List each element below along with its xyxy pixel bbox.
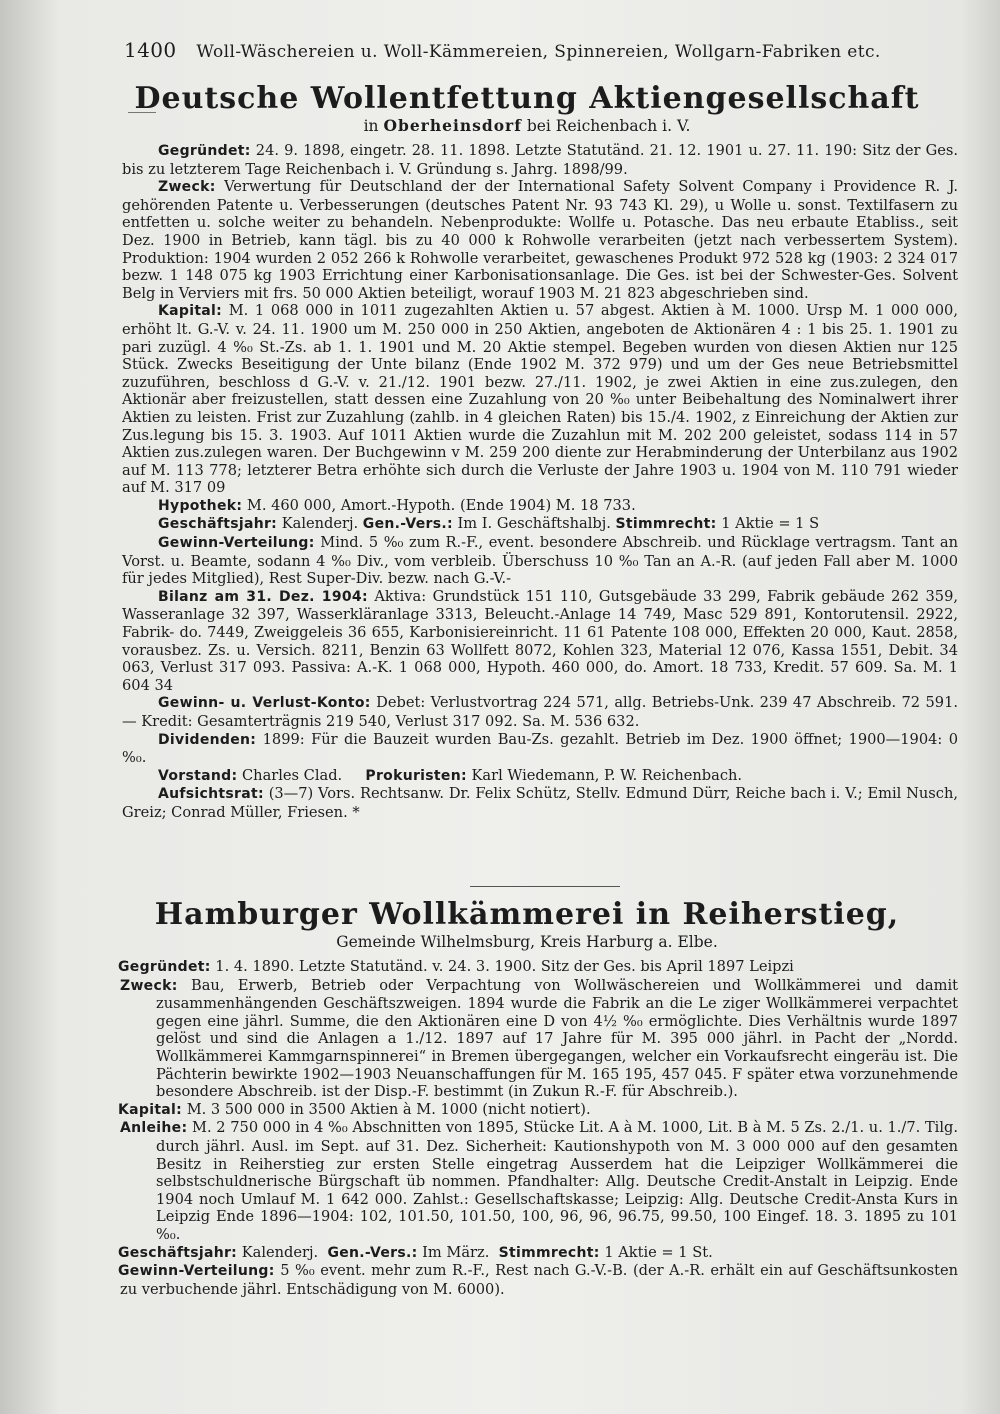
running-header <box>124 38 944 62</box>
entry-geschaeftsjahr: Geschäftsjahr: Kalenderj. Gen.-Vers.: Im März. Stimmrecht: 1 Aktie = 1 St. <box>118 1243 713 1261</box>
company-location <box>96 932 958 952</box>
entry-vorstand: Vorstand: Charles Clad. Prokuristen: Karl Wiedemann, P. W. Reichenbach. <box>158 766 743 784</box>
location-prefix: Gemeinde Wilhelmsburg, Kreis Harburg a. Elbe. <box>336 933 718 951</box>
company-entry-hamburger-wollkaemmerei <box>96 898 958 1298</box>
company-entry-deutsche-wollentfettung <box>96 82 958 822</box>
entry-gewinn-verteilung: Gewinn-Verteilung: Mind. 5 %₀ zum R.-F., event. besondere Abschreib. und Rücklage vertragsm. Tant an Vorst. u. Beamte, sodann 4 %₀ Div., vom verbleib. Überschuss 10 %₀ Tan an A.-R. (auf jeden Fall aber M. 1000 für jedes Mitglied), Rest Super-Div. bezw. nach G.-V.- <box>122 534 959 588</box>
company-location <box>96 116 958 136</box>
entry-hypothek: Hypothek: M. 460 000, Amort.-Hypoth. (Ende 1904) M. 18 733. <box>158 496 636 514</box>
running-title: Woll-Wäschereien u. Woll-Kämmereien, Spinnereien, Wollgarn-Fabriken etc. <box>196 42 881 62</box>
entry-zweck: Zweck: Verwertung für Deutschland der der International Safety Solvent Company i Providence R. J. gehörenden Patente u. Verbesserungen (deutsches Patent Nr. 93 743 Kl. 29), u Wolle u. sonst. Textilfasern zu entfetten u. solche weiter zu behandeln. Nebenprodukte: Wollfe u. Potasche. Das neu erbaute Etabliss., seit Dez. 1900 in Betrieb, kann tägl. bis zu 40 000 k Rohwolle verarbeiten (jetzt nach verbessertem System). Produktion: 1904 wurden 2 052 266 k Rohwolle verarbeitet, gewaschenes Produkt 972 528 kg (1903: 2 324 017 bezw. 1 148 075 kg 1903 Errichtung einer Karbonisationsanlage. Die Ges. ist bei der Schwester-Ges. Solvent Belg in Verviers mit frs. 50 000 Aktien beteiligt, worauf 1903 M. 21 823 abgeschrieben sind. <box>122 178 959 302</box>
section-divider <box>470 886 620 887</box>
entry-anleihe: Anleihe: M. 2 750 000 in 4 %₀ Abschnitten von 1895, Stücke Lit. A à M. 1000, Lit. B à M. 5 Zs. 2./1. u. 1./7. Tilg. durch jährl. Ausl. im Sept. auf 31. Dez. Sicherheit: Kautionshypoth von M. 3 000 000 auf den gesamten Besitz in Reiherstieg zur ersten Stelle eingetrag Ausserdem hat die Leipziger Wollkämmerei die selbstschuldnerische Bürgschaft üb nommen. Pfandhalter: Allg. Deutsche Credit-Anstalt in Leipzig. Ende 1904 noch Umlauf M. 1 642 000. Zahlst.: Gesellschaftskasse; Leipzig: Allg. Deutsche Credit-Ansta Kurs in Leipzig Ende 1896—1904: 102, 101.50, 101.50, 100, 96, 96, 96.75, 99.50, 100 Eingef. 18. 3. 1895 zu 101 %₀. <box>120 1119 958 1243</box>
entry-gegruendet: Gegründet: 24. 9. 1898, eingetr. 28. 11. 1898. Letzte Statutänd. 21. 12. 1901 u. 27. 11. 190: Sitz der Ges. bis zu letzterem Tage Reichenbach i. V. Gründung s. Jahrg. 1898/99. <box>122 142 959 178</box>
entry-zweck: Zweck: Bau, Erwerb, Betrieb oder Verpachtung von Wollwäschereien und Wollkämmerei und damit zusammenhängenden Geschäftszweigen. 1894 wurde die Fabrik an die Le ziger Wollkämmerei verpachtet gegen eine jährl. Summe, die den Aktionären eine D von 4½ %₀ ermöglichte. Dies Verhältnis wurde 1897 gelöst und sind die Anlagen a 1./12. 1897 auf 17 Jahre für M. 395 000 jährl. in Pacht der „Nordd. Wollkämmerei Kammgarnspinnerei“ in Bremen übergegangen, welcher ein Vorkaufsrecht eingeräu ist. Die Pächterin bewirkte 1902—1903 Neuanschaffungen für M. 165 195, 457 045. F später etwa vorzunehmende besondere Abschreib. ist der Disp.-F. bestimmt (in Zukun R.-F. für Abschreib.). <box>120 976 958 1101</box>
location-place: Oberheinsdorf <box>383 116 522 135</box>
location-suffix: bei Reichenbach i. V. <box>526 117 691 135</box>
entry-bilanz: Bilanz am 31. Dez. 1904: Aktiva: Grundstück 151 110, Gutsgebäude 33 299, Fabrik gebäude 262 359, Wasseranlage 32 397, Wasserkläranlage 3313, Beleucht.-Anlage 14 749, Masc 529 891, Kontorutensil. 2922, Fabrik- do. 7449, Zweiggeleis 36 655, Karbonisiereinricht. 11 61 Patente 108 000, Effekten 20 000, Kaut. 2858, vorausbez. Zs. u. Versich. 8211, Benzin 63 Wollfett 8072, Kohlen 323, Material 12 076, Kassa 1551, Debit. 34 063, Verlust 317 093. Passiva: A.-K. 1 068 000, Hypoth. 460 000, do. Amort. 18 733, Kredit. 57 609. Sa. M. 1 604 34 <box>122 587 959 694</box>
page-number: 1400 <box>124 38 177 62</box>
company-title: Hamburger Wollkämmerei in Reiherstieg, <box>154 897 900 932</box>
entry-dividenden: Dividenden: 1899: Für die Bauzeit wurden Bau-Zs. gezahlt. Betrieb im Dez. 1900 öffnet; 1900—1904: 0 %₀. <box>122 730 959 767</box>
company-title: Deutsche Wollentfettung Aktiengesellschaft <box>134 81 920 116</box>
location-prefix: in <box>363 117 379 135</box>
entry-gegruendet: Gegründet: 1. 4. 1890. Letzte Statutänd. v. 24. 3. 1900. Sitz der Ges. bis April 1897 Leipzi <box>118 958 794 975</box>
entry-aufsichtsrat: Aufsichtsrat: (3—7) Vors. Rechtsanw. Dr. Felix Schütz, Stellv. Edmund Dürr, Reiche bach i. V.; Emil Nusch, Greiz; Conrad Müller, Friesen. * <box>122 785 958 821</box>
entry-kapital: Kapital: M. 1 068 000 in 1011 zugezahlten Aktien u. 57 abgest. Aktien à M. 1000. Ursp M. 1 000 000, erhöht lt. G.-V. v. 24. 11. 1900 um M. 250 000 in 250 Aktien, angeboten de Aktionären 4 : 1 bis 25. 1. 1901 zu pari zuzügl. 4 %₀ St.-Zs. ab 1. 1. 1901 und M. 20 Aktie stempel. Begeben wurden von diesen Aktien nur 125 Stück. Zwecks Beseitigung der Unte bilanz (Ende 1902 M. 372 979) und um der Ges neue Betriebsmittel zuzuführen, beschloss d G.-V. v. 21./12. 1901 bezw. 27./11. 1902, je zwei Aktien in eine zus.zulegen, den Aktionär aber freizustellen, statt dessen eine Zuzahlung von 20 %₀ unter Beibehaltung des Nominalwert ihrer Aktien zu leisten. Frist zur Zuzahlung (zahlb. in 4 gleichen Raten) bis 15./4. 1902, z Einreichung der Aktien zur Zus.legung bis 15. 3. 1903. Auf 1011 Aktien wurde die Zuzahlun mit M. 202 200 geleistet, sodass 114 in 57 Aktien zus.zulegen waren. Der Buchgewinn v M. 259 200 diente zur Herabminderung der Unterbilanz aus 1902 auf M. 113 778; letzterer Betra erhöhte sich durch die Verluste der Jahre 1903 u. 1904 von M. 110 791 wieder auf M. 317 09 <box>122 302 958 497</box>
entry-geschaeftsjahr: Geschäftsjahr: Kalenderj. Gen.-Vers.: Im I. Geschäftshalbj. Stimmrecht: 1 Aktie = 1 S <box>158 515 820 533</box>
entry-gewinn-verlust-konto: Gewinn- u. Verlust-Konto: Debet: Verlustvortrag 224 571, allg. Betriebs-Unk. 239 47 Abschreib. 72 591. — Kredit: Gesamterträgnis 219 540, Verlust 317 092. Sa. M. 536 632. <box>122 694 958 730</box>
entry-kapital: Kapital: M. 3 500 000 in 3500 Aktien à M. 1000 (nicht notiert). <box>118 1100 591 1118</box>
entry-gewinn-verteilung: Gewinn-Verteilung: 5 %₀ event. mehr zum R.-F., Rest nach G.-V.-B. (der A.-R. erhält ein auf Geschäftsunkosten zu verbuchende jährl. Entschädigung von M. 6000). <box>118 1262 959 1298</box>
